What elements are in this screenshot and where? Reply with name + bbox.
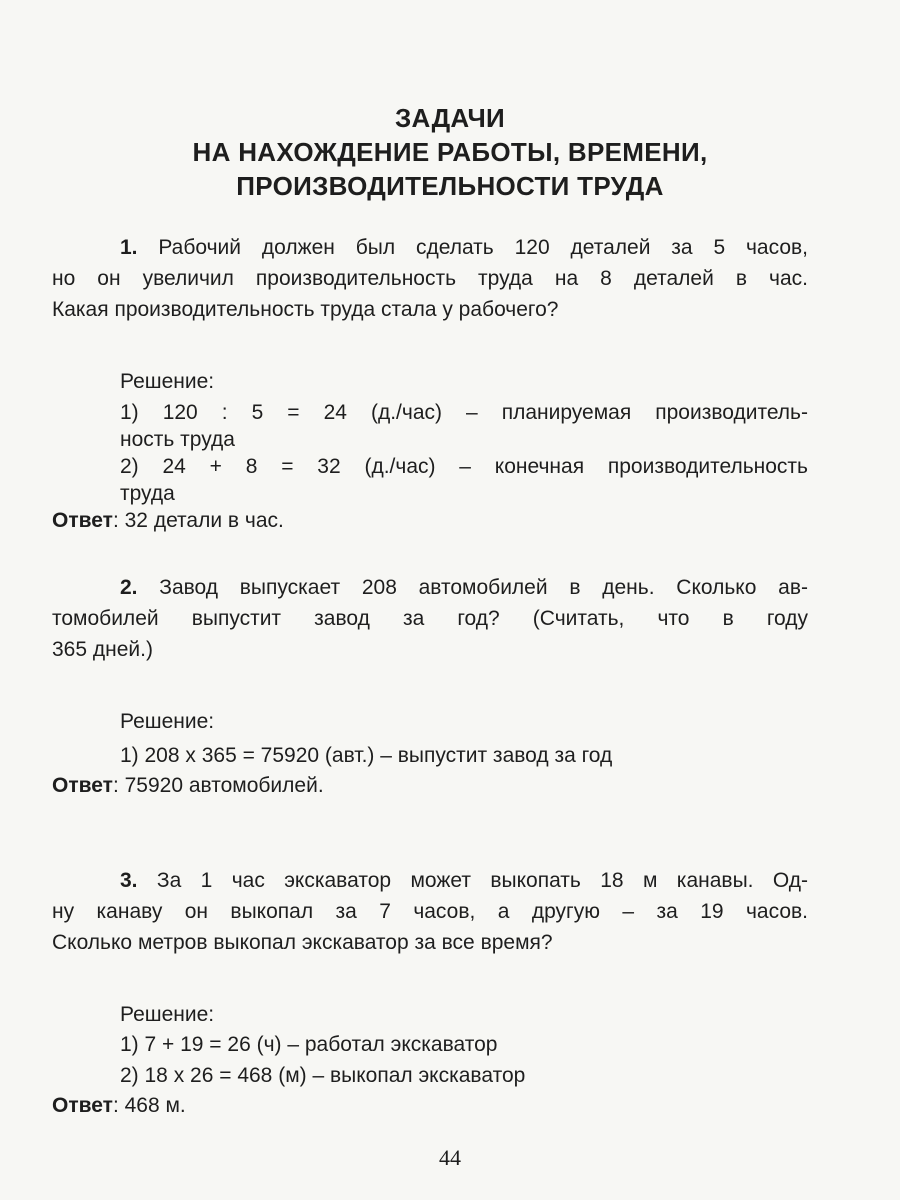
problem-3-step-1: 1) 7 + 19 = 26 (ч) – работал экскаватор [120,1033,498,1056]
title-line-2: НА НАХОЖДЕНИЕ РАБОТЫ, ВРЕМЕНИ, [192,137,708,167]
problem-3-solution-label: Решение: [120,1003,215,1026]
problem-2-answer: Ответ: 75920 автомобилей. [52,774,324,797]
problem-1-line-1: 1. Рабочий должен был сделать 120 деталей за 5 часов, [120,236,808,259]
problem-2-line-3: 365 дней.) [52,638,153,661]
problem-2-line-2: томобилей выпустит завод за год? (Считать, что в году [52,607,808,630]
title-line-1: ЗАДАЧИ [394,103,506,133]
problem-1-line-3: Какая производительность труда стала у рабочего? [52,298,559,321]
problem-2-solution-label: Решение: [120,710,215,733]
problem-1-step-2: 2) 24 + 8 = 32 (д./час) – конечная производительность [120,455,808,478]
problem-3-step-2: 2) 18 х 26 = 468 (м) – выкопал экскаватор [120,1064,526,1087]
problem-3-line-3: Сколько метров выкопал экскаватор за все время? [52,931,553,954]
page-number: 44 [439,1145,461,1170]
problem-1-solution-label: Решение: [120,370,215,393]
problem-1-step-2-cont: труда [120,482,175,505]
problem-1-line-2: но он увеличил производительность труда на 8 деталей в час. [52,267,808,290]
problem-3-line-1: 3. За 1 час экскаватор может выкопать 18 м канавы. Од- [120,869,808,892]
problem-3-line-2: ну канаву он выкопал за 7 часов, а другую – за 19 часов. [52,900,808,923]
problem-3-answer: Ответ: 468 м. [52,1094,186,1117]
problem-2-step-1: 1) 208 х 365 = 75920 (авт.) – выпустит завод за год [120,744,613,767]
problem-1-answer: Ответ: 32 детали в час. [52,509,284,532]
problem-2-line-1: 2. Завод выпускает 208 автомобилей в день. Сколько ав- [120,576,808,599]
problem-1-step-1: 1) 120 : 5 = 24 (д./час) – планируемая производитель- [120,401,808,424]
problem-1-step-1-cont: ность труда [120,428,235,451]
title-line-3: ПРОИЗВОДИТЕЛЬНОСТИ ТРУДА [236,171,664,201]
